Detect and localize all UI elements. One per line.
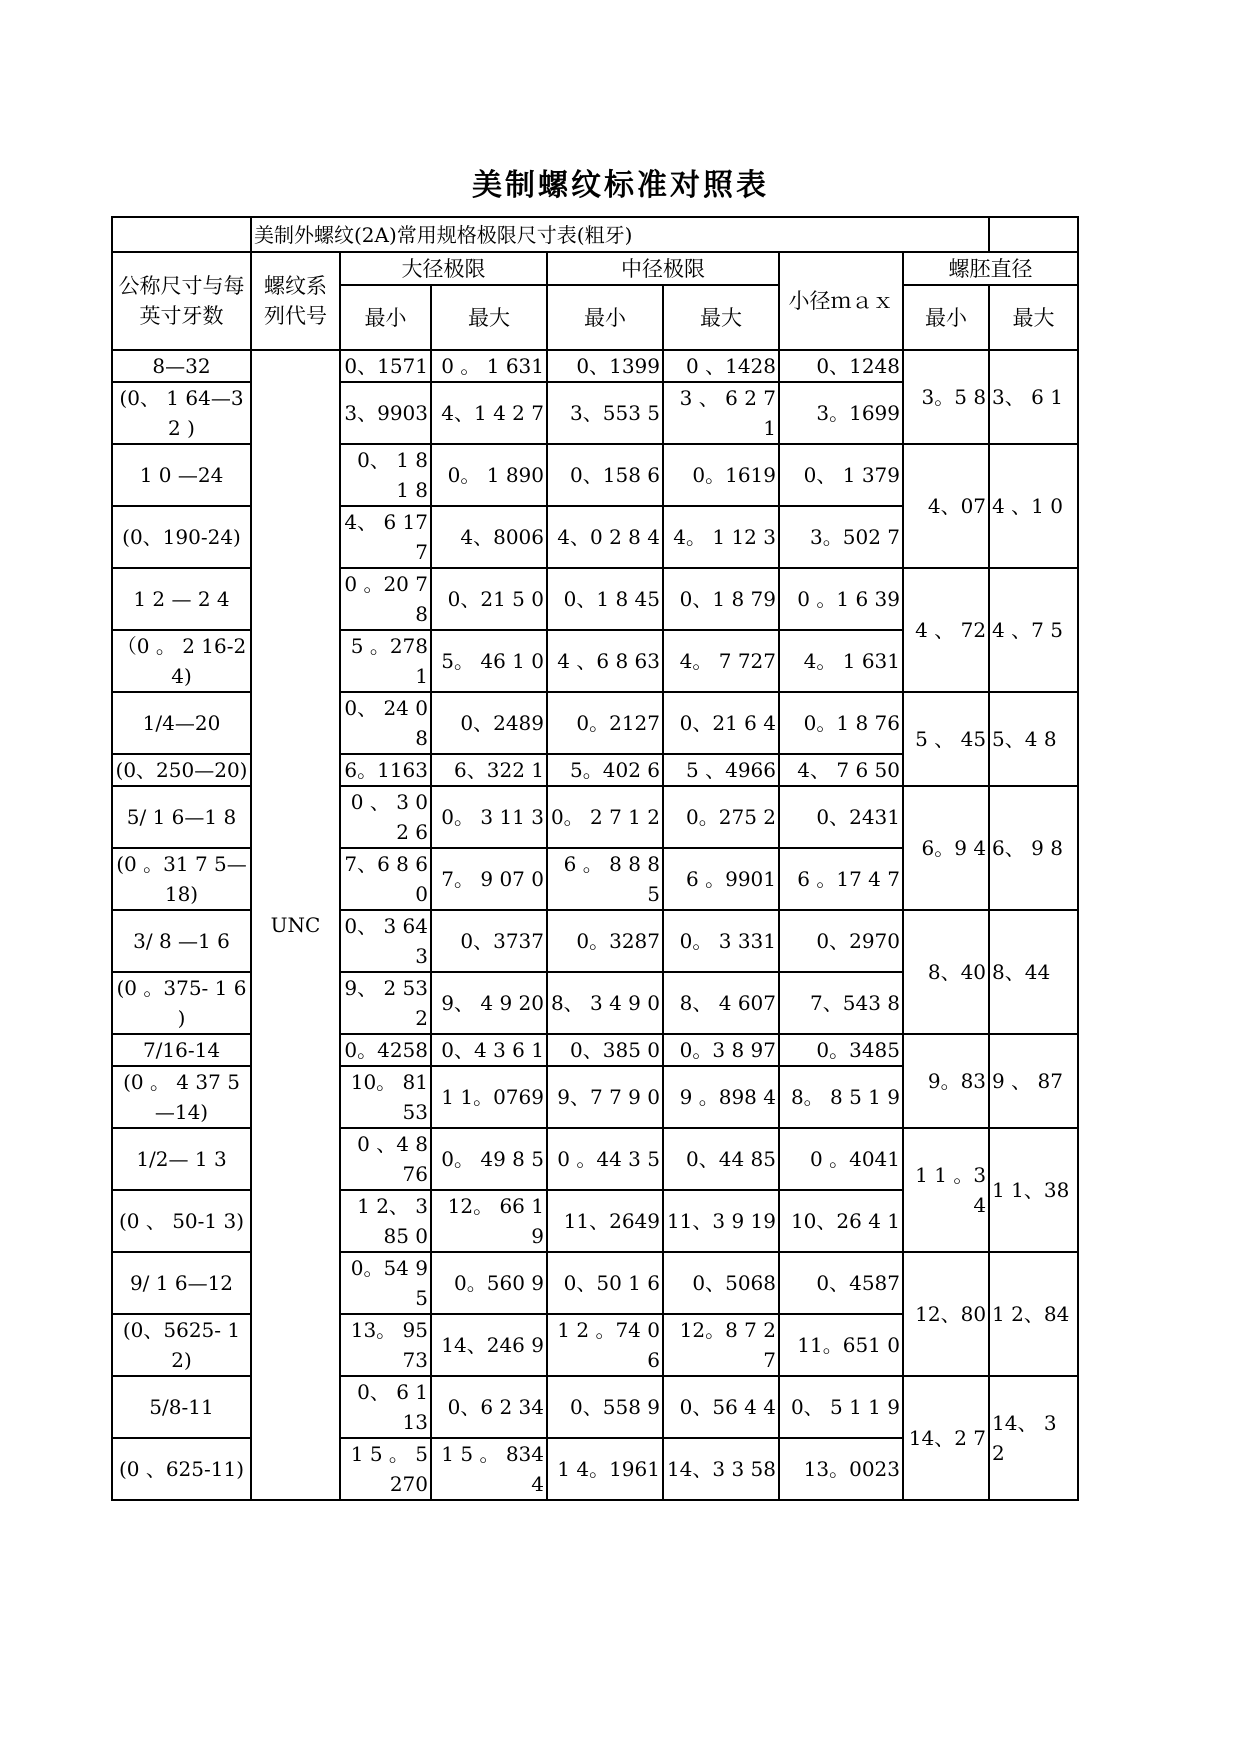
page-title: 美制螺纹标准对照表 xyxy=(472,168,769,203)
cell-blank-max: 5、4 8 xyxy=(989,692,1078,786)
cell-nominal-size: 7/16-14 xyxy=(112,1034,251,1066)
cell-nominal-size: 8—32 xyxy=(112,350,251,382)
cell-blank-max: 1 1、38 xyxy=(989,1128,1078,1252)
cell-minor-max: 0 。1 6 39 xyxy=(779,568,903,630)
cell-major-min: 1 5 。 5270 xyxy=(340,1438,431,1500)
header-blank-diameter: 螺胚直径 xyxy=(903,252,1078,285)
caption-blank-left xyxy=(112,217,251,252)
cell-major-max: 0、2489 xyxy=(431,692,547,754)
cell-major-max: 1 5 。 8344 xyxy=(431,1438,547,1500)
cell-major-max: 0。 49 8 5 xyxy=(431,1128,547,1190)
cell-major-min: 0、 1 8 1 8 xyxy=(340,444,431,506)
thread-spec-table xyxy=(111,216,1079,1501)
cell-major-max: 0。 1 890 xyxy=(431,444,547,506)
cell-nominal-size: 1 2 — 2 4 xyxy=(112,568,251,630)
header-minor-diameter: 小径ｍａｘ xyxy=(779,252,903,350)
cell-pitch-max: 0、21 6 4 xyxy=(663,692,779,754)
cell-major-min: 0、 3 643 xyxy=(340,910,431,972)
cell-blank-min: 8、40 xyxy=(903,910,989,1034)
cell-pitch-min: 0、385 0 xyxy=(547,1034,663,1066)
cell-blank-max: 1 2、84 xyxy=(989,1252,1078,1376)
cell-major-max: 0 。 1 631 xyxy=(431,350,547,382)
cell-pitch-max: 12。8 7 2 7 xyxy=(663,1314,779,1376)
cell-blank-max: 9 、 87 xyxy=(989,1034,1078,1128)
cell-pitch-min: 0 。44 3 5 xyxy=(547,1128,663,1190)
cell-major-min: 5 。278 1 xyxy=(340,630,431,692)
cell-pitch-max: 0。1619 xyxy=(663,444,779,506)
cell-minor-max: 6 。17 4 7 xyxy=(779,848,903,910)
cell-nominal-size: (0 。375- 1 6 ) xyxy=(112,972,251,1034)
cell-pitch-min: 3、553 5 xyxy=(547,382,663,444)
cell-minor-max: 3。1699 xyxy=(779,382,903,444)
cell-pitch-min: 0、1399 xyxy=(547,350,663,382)
cell-major-min: 1 2、 3 85 0 xyxy=(340,1190,431,1252)
cell-pitch-min: 11、2649 xyxy=(547,1190,663,1252)
cell-nominal-size: 1 0 —24 xyxy=(112,444,251,506)
cell-pitch-max: 0。275 2 xyxy=(663,786,779,848)
cell-pitch-max: 0。 3 331 xyxy=(663,910,779,972)
cell-pitch-max: 6 。9901 xyxy=(663,848,779,910)
header-pitch-min: 最小 xyxy=(547,285,663,350)
cell-nominal-size: (0、5625- 1 2) xyxy=(112,1314,251,1376)
cell-major-min: 0 。20 7 8 xyxy=(340,568,431,630)
header-series-code: 螺纹系列代号 xyxy=(251,252,340,350)
cell-major-max: 5。 46 1 0 xyxy=(431,630,547,692)
cell-blank-max: 14、 3 2 xyxy=(989,1376,1078,1500)
cell-pitch-min: 0、1 8 45 xyxy=(547,568,663,630)
cell-pitch-min: 4 、6 8 63 xyxy=(547,630,663,692)
cell-minor-max: 0。3485 xyxy=(779,1034,903,1066)
cell-major-min: 3、9903 xyxy=(340,382,431,444)
cell-blank-min: 1 1 。34 xyxy=(903,1128,989,1252)
cell-nominal-size: (0 。 4 37 5 —14) xyxy=(112,1066,251,1128)
cell-pitch-max: 0、5068 xyxy=(663,1252,779,1314)
header-major-min: 最小 xyxy=(340,285,431,350)
cell-major-min: 4、 6 177 xyxy=(340,506,431,568)
cell-pitch-min: 8、 3 4 9 0 xyxy=(547,972,663,1034)
cell-major-max: 14、246 9 xyxy=(431,1314,547,1376)
cell-blank-min: 5 、 45 xyxy=(903,692,989,786)
table-row xyxy=(112,350,1078,382)
cell-major-max: 0。560 9 xyxy=(431,1252,547,1314)
cell-pitch-min: 9、7 7 9 0 xyxy=(547,1066,663,1128)
cell-major-max: 7。 9 07 0 xyxy=(431,848,547,910)
cell-blank-min: 4 、 72 xyxy=(903,568,989,692)
header-major-max: 最大 xyxy=(431,285,547,350)
cell-blank-max: 4 、1 0 xyxy=(989,444,1078,568)
cell-minor-max: 0。1 8 76 xyxy=(779,692,903,754)
cell-major-min: 0、1571 xyxy=(340,350,431,382)
cell-major-min: 9、 2 532 xyxy=(340,972,431,1034)
cell-major-min: 0、 6 1 13 xyxy=(340,1376,431,1438)
header-pitch-max: 最大 xyxy=(663,285,779,350)
cell-pitch-min: 0、50 1 6 xyxy=(547,1252,663,1314)
cell-minor-max: 7、543 8 xyxy=(779,972,903,1034)
cell-nominal-size: （0 。 2 16-24) xyxy=(112,630,251,692)
cell-pitch-min: 5。402 6 xyxy=(547,754,663,786)
cell-minor-max: 4。 1 631 xyxy=(779,630,903,692)
cell-blank-min: 14、2 7 xyxy=(903,1376,989,1500)
cell-nominal-size: (0 、 50-1 3) xyxy=(112,1190,251,1252)
cell-minor-max: 0、2431 xyxy=(779,786,903,848)
cell-nominal-size: (0、190-24) xyxy=(112,506,251,568)
cell-pitch-min: 0。 2 7 1 2 xyxy=(547,786,663,848)
cell-minor-max: 13。0023 xyxy=(779,1438,903,1500)
cell-major-max: 0、21 5 0 xyxy=(431,568,547,630)
cell-major-max: 0、6 2 34 xyxy=(431,1376,547,1438)
header-pitch-diameter: 中径极限 xyxy=(547,252,779,285)
cell-blank-max: 3、 6 1 xyxy=(989,350,1078,444)
cell-blank-max: 6、 9 8 xyxy=(989,786,1078,910)
cell-series-code: UNC xyxy=(251,350,340,1500)
cell-pitch-max: 11、3 9 19 xyxy=(663,1190,779,1252)
header-nominal-size: 公称尺寸与每英寸牙数 xyxy=(112,252,251,350)
cell-pitch-max: 0、44 85 xyxy=(663,1128,779,1190)
cell-pitch-max: 14、3 3 58 xyxy=(663,1438,779,1500)
cell-pitch-min: 0、558 9 xyxy=(547,1376,663,1438)
cell-nominal-size: 5/8-11 xyxy=(112,1376,251,1438)
cell-minor-max: 0、 5 1 1 9 xyxy=(779,1376,903,1438)
cell-major-min: 0、 24 0 8 xyxy=(340,692,431,754)
cell-blank-max: 4 、7 5 xyxy=(989,568,1078,692)
cell-minor-max: 0、2970 xyxy=(779,910,903,972)
cell-minor-max: 10、26 4 1 xyxy=(779,1190,903,1252)
header-blank-max: 最大 xyxy=(989,285,1078,350)
cell-major-min: 13。 9573 xyxy=(340,1314,431,1376)
cell-minor-max: 8。 8 5 1 9 xyxy=(779,1066,903,1128)
cell-nominal-size: 1/2— 1 3 xyxy=(112,1128,251,1190)
cell-pitch-min: 6 。 8 8 8 5 xyxy=(547,848,663,910)
cell-major-min: 10。 8153 xyxy=(340,1066,431,1128)
header-blank-min: 最小 xyxy=(903,285,989,350)
cell-blank-min: 3。5 8 xyxy=(903,350,989,444)
cell-pitch-min: 0。2127 xyxy=(547,692,663,754)
cell-pitch-max: 0。3 8 97 xyxy=(663,1034,779,1066)
cell-minor-max: 4、 7 6 50 xyxy=(779,754,903,786)
cell-minor-max: 0 。4041 xyxy=(779,1128,903,1190)
cell-major-max: 9、 4 9 20 xyxy=(431,972,547,1034)
cell-nominal-size: 5/ 1 6—1 8 xyxy=(112,786,251,848)
table-caption: 美制外螺纹(2A)常用规格极限尺寸表(粗牙) xyxy=(251,217,989,252)
cell-pitch-max: 5 、4966 xyxy=(663,754,779,786)
cell-pitch-max: 0 、1428 xyxy=(663,350,779,382)
cell-major-min: 0。4258 xyxy=(340,1034,431,1066)
cell-blank-min: 9。83 xyxy=(903,1034,989,1128)
cell-minor-max: 0、4587 xyxy=(779,1252,903,1314)
cell-nominal-size: 1/4—20 xyxy=(112,692,251,754)
cell-major-max: 4、8006 xyxy=(431,506,547,568)
cell-major-max: 0。 3 11 3 xyxy=(431,786,547,848)
cell-major-max: 1 1。0769 xyxy=(431,1066,547,1128)
cell-major-min: 7、6 8 60 xyxy=(340,848,431,910)
cell-minor-max: 11。651 0 xyxy=(779,1314,903,1376)
cell-nominal-size: (0 。31 7 5—18) xyxy=(112,848,251,910)
cell-blank-min: 4、07 xyxy=(903,444,989,568)
cell-major-max: 0、3737 xyxy=(431,910,547,972)
cell-pitch-min: 1 2 。74 0 6 xyxy=(547,1314,663,1376)
cell-nominal-size: 9/ 1 6—12 xyxy=(112,1252,251,1314)
cell-major-min: 0。54 95 xyxy=(340,1252,431,1314)
cell-nominal-size: (0、 1 64—32 ) xyxy=(112,382,251,444)
cell-major-min: 0 、4 8 76 xyxy=(340,1128,431,1190)
table-body xyxy=(112,350,1078,1500)
cell-major-max: 6、322 1 xyxy=(431,754,547,786)
cell-pitch-min: 4、0 2 8 4 xyxy=(547,506,663,568)
cell-blank-min: 12、80 xyxy=(903,1252,989,1376)
cell-minor-max: 0、 1 379 xyxy=(779,444,903,506)
cell-pitch-min: 0。3287 xyxy=(547,910,663,972)
cell-blank-max: 8、44 xyxy=(989,910,1078,1034)
cell-pitch-max: 0、1 8 79 xyxy=(663,568,779,630)
cell-major-min: 6。1163 xyxy=(340,754,431,786)
cell-pitch-max: 0、56 4 4 xyxy=(663,1376,779,1438)
cell-pitch-max: 4。 1 12 3 xyxy=(663,506,779,568)
cell-major-max: 12。 66 1 9 xyxy=(431,1190,547,1252)
caption-blank-right xyxy=(989,217,1078,252)
cell-major-max: 4、1 4 2 7 xyxy=(431,382,547,444)
cell-minor-max: 0、1248 xyxy=(779,350,903,382)
cell-major-min: 0 、 3 02 6 xyxy=(340,786,431,848)
cell-pitch-max: 8、 4 607 xyxy=(663,972,779,1034)
cell-blank-min: 6。9 4 xyxy=(903,786,989,910)
cell-pitch-max: 9 。898 4 xyxy=(663,1066,779,1128)
cell-pitch-min: 0、158 6 xyxy=(547,444,663,506)
cell-pitch-min: 1 4。1961 xyxy=(547,1438,663,1500)
cell-pitch-max: 3 、 6 2 7 1 xyxy=(663,382,779,444)
cell-nominal-size: 3/ 8 —1 6 xyxy=(112,910,251,972)
header-major-diameter: 大径极限 xyxy=(340,252,547,285)
cell-minor-max: 3。502 7 xyxy=(779,506,903,568)
cell-nominal-size: (0、250—20) xyxy=(112,754,251,786)
cell-major-max: 0、4 3 6 1 xyxy=(431,1034,547,1066)
cell-nominal-size: (0 、625-11) xyxy=(112,1438,251,1500)
cell-pitch-max: 4。 7 727 xyxy=(663,630,779,692)
